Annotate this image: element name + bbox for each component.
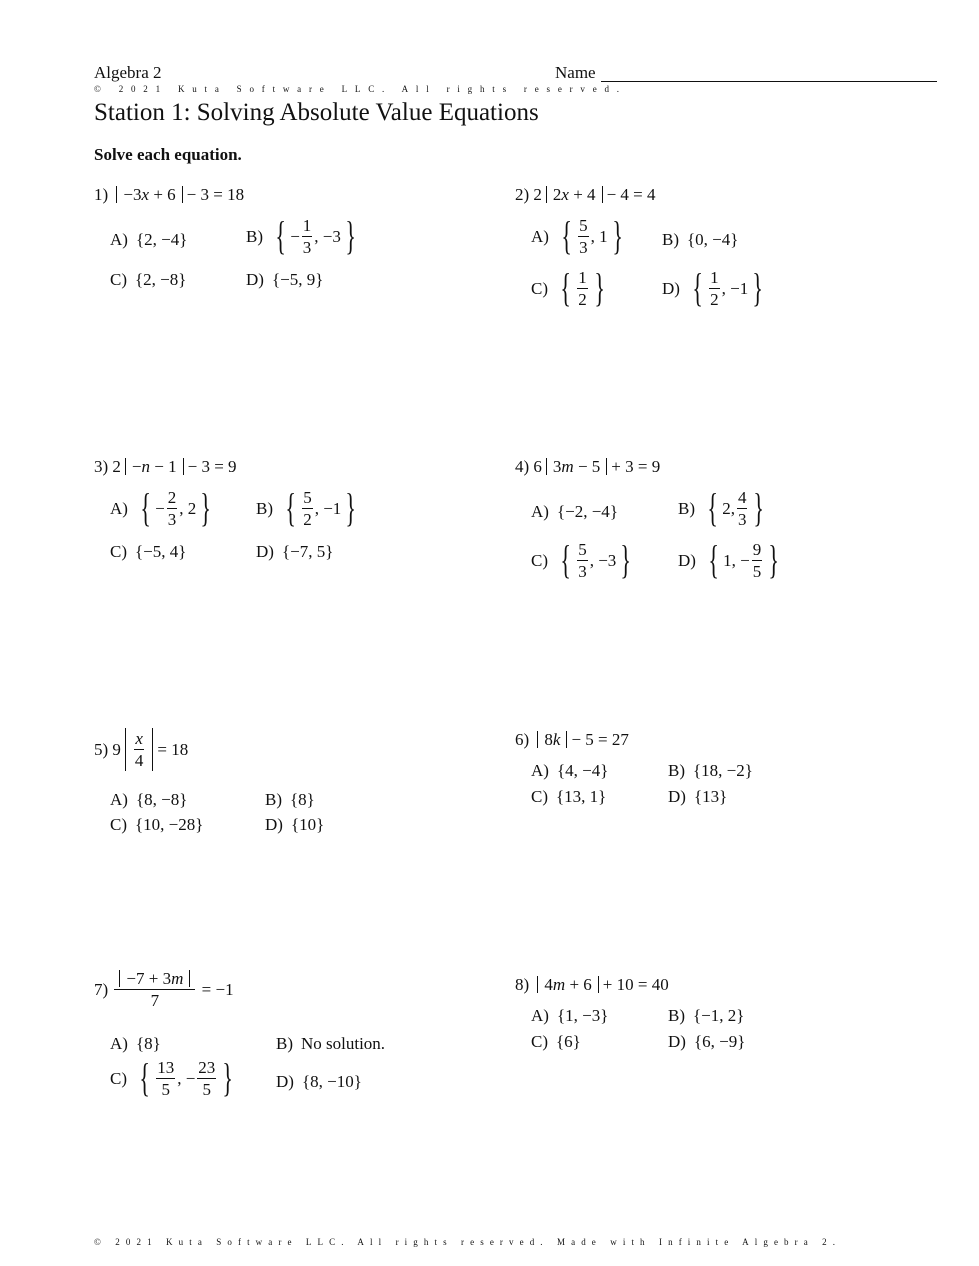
problem-2-option-b[interactable]: B) { 0, −4 } xyxy=(662,229,739,249)
problem-1-option-c[interactable]: C) { 2, −8 } xyxy=(110,269,187,289)
problem-1-option-b[interactable]: B) { − $\frac{1}{3}$ , −3 } xyxy=(246,213,356,258)
problem-5-equation: 5) 9 $\frac{x}{4}$ = 18 xyxy=(94,729,189,770)
problem-3-equation: 3) 2 −n − 1 − 3 = 9 xyxy=(94,456,237,476)
abs-value-bars: 3m − 5 xyxy=(546,458,607,475)
fraction: $\frac{-7 + 3m}{7}$ xyxy=(114,970,195,1009)
fraction: $\frac{4}{3}$ xyxy=(737,487,747,529)
problem-3-option-d[interactable]: D) { −7, 5 } xyxy=(256,541,334,561)
problem-6-equation: 6) 8k − 5 = 27 xyxy=(515,729,629,749)
abs-value-bars: 2x + 4 xyxy=(546,186,603,203)
problem-7-equation: 7) $\frac{-7 + 3m}{7}$ = −1 xyxy=(94,969,234,1010)
problem-5-option-b[interactable]: B) { 8 } xyxy=(265,789,315,809)
problem-3-option-b[interactable]: B) { $\frac{5}{2}$ , −1 } xyxy=(256,485,357,530)
abs-value-bars xyxy=(125,728,154,771)
abs-value-bars: −n − 1 xyxy=(125,458,184,475)
name-field-line[interactable] xyxy=(601,81,937,82)
problem-2-option-a[interactable]: A) { $\frac{5}{3}$ , 1 } xyxy=(531,213,623,258)
fraction: $\frac{23}{5}$ xyxy=(198,1057,216,1099)
problem-5-option-c[interactable]: C) { 10, −28 } xyxy=(110,814,204,834)
abs-value-bars: −7 + 3m xyxy=(119,970,190,987)
problem-7-option-d[interactable]: D) { 8, −10 } xyxy=(276,1071,362,1091)
problem-6-option-b[interactable]: B) { 18, −2 } xyxy=(668,760,753,780)
problem-2-equation: 2) 2 2x + 4 − 4 = 4 xyxy=(515,184,656,204)
problem-6-option-a[interactable]: A) { 4, −4 } xyxy=(531,760,609,780)
problem-5-option-d[interactable]: D) { 10 } xyxy=(265,814,325,834)
problem-2-option-d[interactable]: D) { $\frac{1}{2}$ , −1 } xyxy=(662,265,764,310)
fraction: $\frac{2}{3}$ xyxy=(167,487,177,529)
fraction: $\frac{13}{5}$ xyxy=(157,1057,175,1099)
problem-1-option-a[interactable]: A) { 2, −4 } xyxy=(110,229,188,249)
problem-3-option-c[interactable]: C) { −5, 4 } xyxy=(110,541,187,561)
copyright-footer: © 2021 Kuta Software LLC. All rights reserved. Made with Infinite Algebra 2. xyxy=(94,1237,842,1247)
problem-8-option-d[interactable]: D) { 6, −9 } xyxy=(668,1031,746,1051)
abs-value-bars: 8k xyxy=(537,731,567,748)
problem-4-equation: 4) 6 3m − 5 + 3 = 9 xyxy=(515,456,661,476)
fraction: $\frac{9}{5}$ xyxy=(752,539,762,581)
problem-8-option-b[interactable]: B) { −1, 2 } xyxy=(668,1005,745,1025)
problem-4-option-d[interactable]: D) { 1, − $\frac{9}{5}$ } xyxy=(678,537,780,582)
problem-3-option-a[interactable]: A) { − $\frac{2}{3}$ , 2 } xyxy=(110,485,212,530)
problem-7-option-a[interactable]: A) { 8 } xyxy=(110,1033,161,1053)
problem-8-option-a[interactable]: A) { 1, −3 } xyxy=(531,1005,609,1025)
problem-7-option-b[interactable]: B) No solution. xyxy=(276,1033,386,1053)
fraction: $\frac{5}{3}$ xyxy=(579,215,588,257)
fraction: $\frac{1}{2}$ xyxy=(710,267,719,309)
abs-value-bars: −3x + 6 xyxy=(116,186,182,203)
fraction: $\frac{1}{3}$ xyxy=(302,215,312,257)
problem-7-option-c[interactable]: C) { $\frac{13}{5}$ , − $\frac{23}{5}$ } xyxy=(110,1055,234,1100)
problem-2-option-c[interactable]: C) { $\frac{1}{2}$ } xyxy=(531,265,605,310)
course-title: Algebra 2 xyxy=(94,63,162,82)
problem-4-option-c[interactable]: C) { $\frac{5}{3}$ , −3 } xyxy=(531,537,632,582)
problem-6-option-d[interactable]: D) { 13 } xyxy=(668,786,728,806)
name-label: Name xyxy=(555,63,596,82)
fraction: $\frac{1}{2}$ xyxy=(578,267,587,309)
problem-1-option-d[interactable]: D) { −5, 9 } xyxy=(246,269,324,289)
worksheet-title: Station 1: Solving Absolute Value Equations xyxy=(94,99,539,126)
fraction: $\frac{x}{4}$ xyxy=(134,729,144,770)
instructions: Solve each equation. xyxy=(94,145,242,164)
problem-1-equation: 1) −3x + 6 − 3 = 18 xyxy=(94,184,245,204)
fraction: $\frac{5}{2}$ xyxy=(303,487,312,529)
problem-4-option-b[interactable]: B) { 2, $\frac{4}{3}$ } xyxy=(678,485,765,530)
abs-value-bars: 4m + 6 xyxy=(537,976,598,993)
problem-8-equation: 8) 4m + 6 + 10 = 40 xyxy=(515,974,669,994)
fraction: $\frac{5}{3}$ xyxy=(578,539,587,581)
problem-4-option-a[interactable]: A) { −2, −4 } xyxy=(531,501,618,521)
problem-6-option-c[interactable]: C) { 13, 1 } xyxy=(531,786,607,806)
problem-5-option-a[interactable]: A) { 8, −8 } xyxy=(110,789,188,809)
problem-8-option-c[interactable]: C) { 6 } xyxy=(531,1031,581,1051)
copyright-header: © 2021 Kuta Software LLC. All rights reserved. xyxy=(94,84,627,94)
